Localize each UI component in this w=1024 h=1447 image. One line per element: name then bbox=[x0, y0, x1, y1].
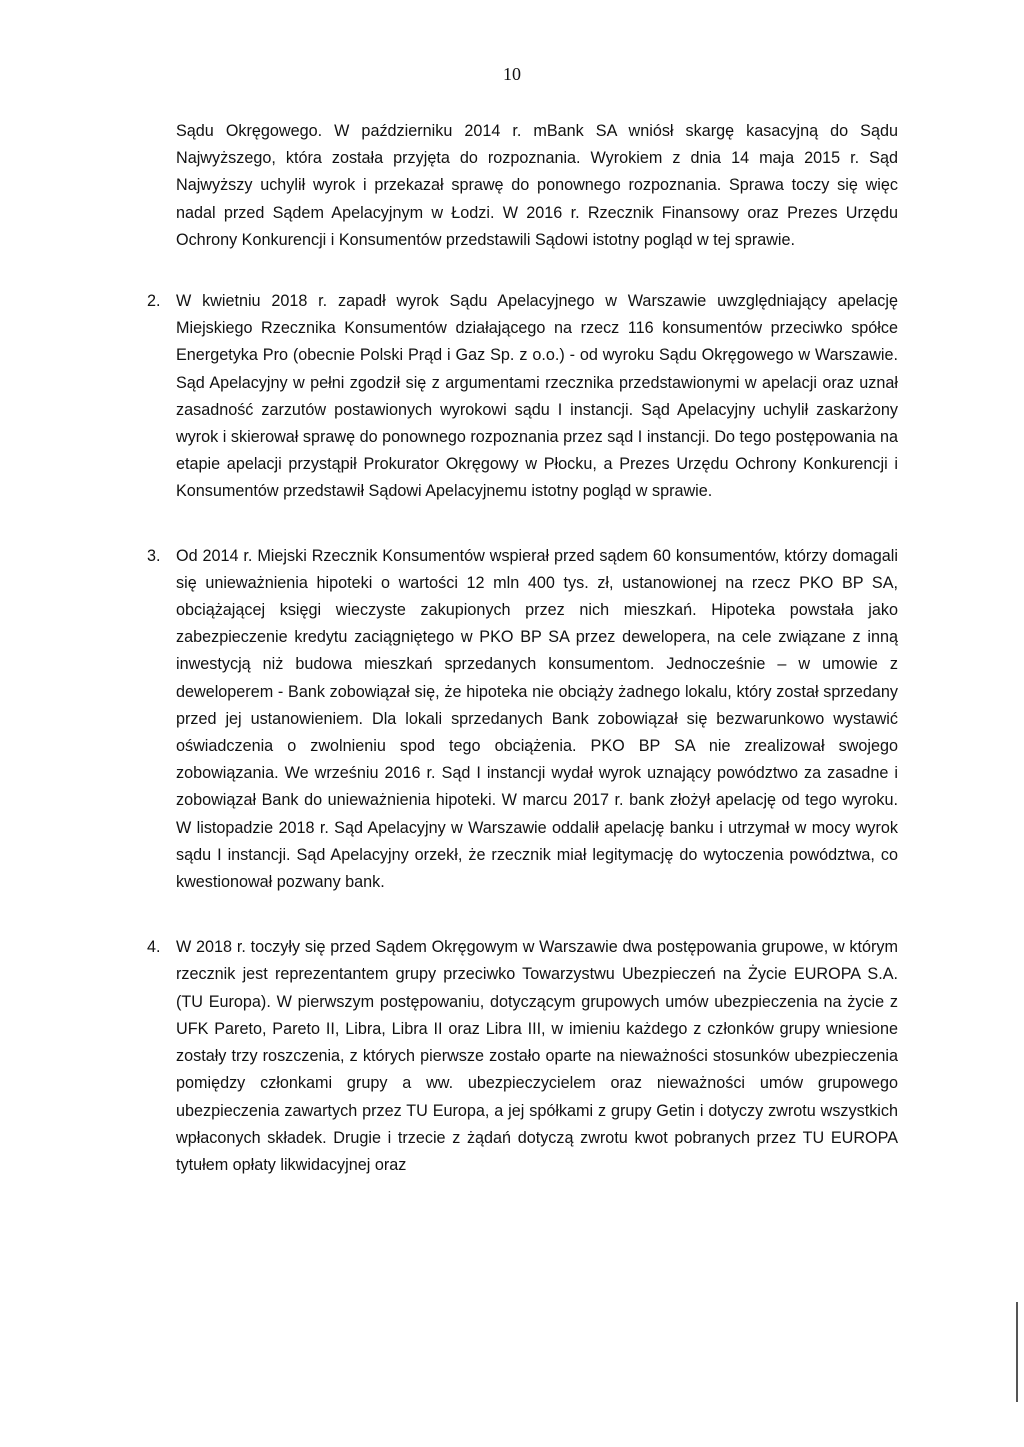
list-item-text: Od 2014 r. Miejski Rzecznik Konsumentów wspierał przed sądem 60 konsumentów, którzy domagali się unieważnienia hipoteki o wartości 12 mln 400 tys. zł, ustanowionej na rzecz PKO BP SA, obciążającej księgi wieczyste zakupionych przez nich mieszkań. Hipoteka powstała jako zabezpieczenie kredytu zaciągniętego w PKO BP SA przez dewelopera, na cele związane z inną inwestycją niż budowa mieszkań sprzedanych konsumentom. Jednocześnie – w umowie z deweloperem - Bank zobowiązał się, że hipoteka nie obciąży żadnego lokalu, który został sprzedany przed jej ustanowieniem. Dla lokali sprzedanych Bank zobowiązał się bezwarunkowo wystawić oświadczenia o zwolnieniu spod tego obciążenia. PKO BP SA nie zrealizował swojego zobowiązania. We wrześniu 2016 r. Sąd I instancji wydał wyrok uznający powództwo za zasadne i zobowiązał Bank do unieważnienia hipoteki. W marcu 2017 r. bank złożył apelację od tego wyroku. W listopadzie 2018 r. Sąd Apelacyjny w Warszawie oddalił apelację banku i utrzymał w mocy wyrok sądu I instancji. Sąd Apelacyjny orzekł, że rzecznik miał legitymację do wytoczenia powództwa, co kwestionował pozwany bank. bbox=[176, 546, 898, 892]
list-item-number: 3. bbox=[147, 546, 161, 565]
list-item-4 bbox=[147, 934, 898, 1179]
scan-edge-mark bbox=[1016, 1302, 1018, 1402]
document-body bbox=[147, 118, 898, 1179]
list-item-text: W kwietniu 2018 r. zapadł wyrok Sądu Apelacyjnego w Warszawie uwzględniający apelację Miejskiego Rzecznika Konsumentów działającego na rzecz 116 konsumentów przeciwko spółce Energetyka Pro (obecnie Polski Prąd i Gaz Sp. z o.o.) - od wyroku Sądu Okręgowego w Warszawie. Sąd Apelacyjny w pełni zgodził się z argumentami rzecznika przedstawionymi w apelacji oraz uznał zasadność zarzutów postawionych wyrokowi sądu I instancji. Sąd Apelacyjny uchylił zaskarżony wyrok i skierował sprawę do ponownego rozpoznania przez sąd I instancji. Do tego postępowania na etapie apelacji przystąpił Prokurator Okręgowy w Płocku, a Prezes Urzędu Ochrony Konkurencji i Konsumentów przedstawił Sądowi Apelacyjnemu istotny pogląd w sprawie. bbox=[176, 292, 898, 501]
list-item-3 bbox=[147, 543, 898, 897]
intro-paragraph: Sądu Okręgowego. W październiku 2014 r. mBank SA wniósł skargę kasacyjną do Sądu Najwyższego, która została przyjęta do rozpoznania. Wyrokiem z dnia 14 maja 2015 r. Sąd Najwyższy uchylił wyrok i przekazał sprawę do ponownego rozpoznania. Sprawa toczy się więc nadal przed Sądem Apelacyjnym w Łodzi. W 2016 r. Rzecznik Finansowy oraz Prezes Urzędu Ochrony Konkurencji i Konsumentów przedstawili Sądowi istotny pogląd w tej sprawie. bbox=[176, 122, 898, 249]
list-item-2 bbox=[147, 288, 898, 506]
list-item-number: 2. bbox=[147, 292, 161, 311]
list-item-text: W 2018 r. toczyły się przed Sądem Okręgowym w Warszawie dwa postępowania grupowe, w którym rzecznik jest reprezentantem grupy przeciwko Towarzystwu Ubezpieczeń na Życie EUROPA S.A. (TU Europa). W pierwszym postępowaniu, dotyczącym grupowych umów ubezpieczenia na życie z UFK Pareto, Pareto II, Libra, Libra II oraz Libra III, w imieniu każdego z członków grupy wniesione zostały trzy roszczenia, z których pierwsze zostało oparte na nieważności stosunków ubezpieczenia pomiędzy członkami grupy a ww. ubezpieczycielem oraz nieważności umów grupowego ubezpieczenia zawartych przez TU Europa, a jej spółkami z grupy Getin i dotyczy zwrotu wszystkich wpłaconych składek. Drugie i trzecie z żądań dotyczą zwrotu kwot pobranych przez TU EUROPA tytułem opłaty likwidacyjnej oraz bbox=[176, 938, 898, 1174]
page-number: 10 bbox=[503, 64, 521, 84]
list-item-number: 4. bbox=[147, 938, 161, 957]
